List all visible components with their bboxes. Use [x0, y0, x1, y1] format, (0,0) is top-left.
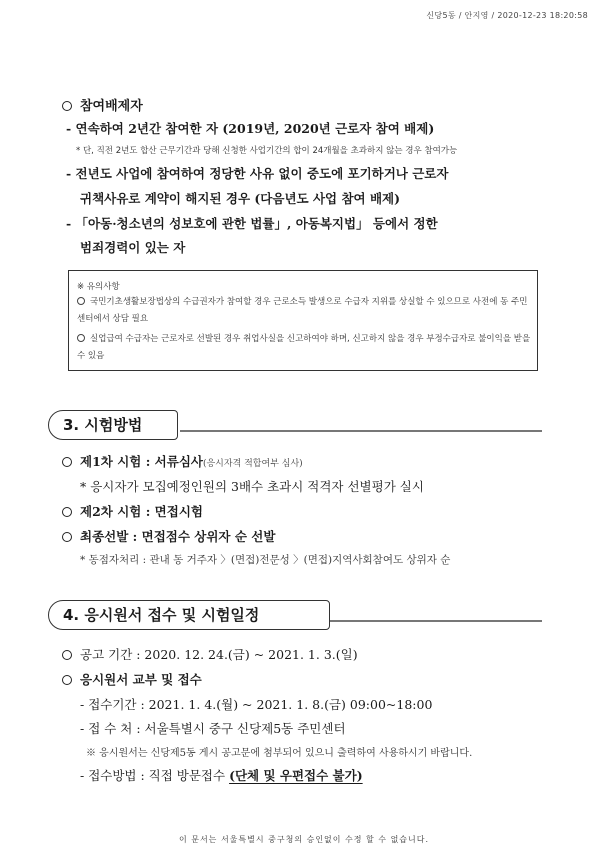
section-divider	[180, 430, 542, 432]
section-4-heading: 4. 응시원서 접수 및 시험일정	[48, 600, 330, 630]
exclusion-title: 참여배제자	[62, 95, 143, 114]
circle-bullet-icon	[77, 297, 85, 305]
exclusion-item-2-line2: 귀책사유로 계약이 해지된 경우 (다음년도 사업 참여 배제)	[80, 191, 401, 206]
exclusion-item-3-line2: 범죄경력이 있는 자	[80, 240, 186, 255]
footer-notice: 이 문서는 서울특별시 중구청의 승인없이 수정 할 수 없습니다.	[178, 835, 430, 844]
notice-item-2: 실업급여 수급자는 근로자로 선발된 경우 취업사실을 신고하여야 하며, 신고하지 않을 경우 부정수급자로 불이익을 받을 수 있음	[77, 334, 531, 361]
exam-step-1-detail: (응시자격 적합여부 심사)	[202, 459, 303, 469]
application-method: - 접수방법 : 직접 방문접수 (단체 및 우편접수 불가)	[80, 768, 363, 783]
exclusion-item-2-line1: - 전년도 사업에 참여하여 정당한 사유 없이 중도에 포기하거나 근로자	[66, 166, 449, 181]
application-office: - 접 수 처 : 서울특별시 중구 신당제5동 주민센터	[80, 721, 346, 736]
circle-bullet-icon	[62, 507, 72, 517]
document-meta: 신당5동 / 안지영 / 2020-12-23 18:20:58	[426, 11, 588, 20]
circle-bullet-icon	[62, 650, 72, 660]
circle-bullet-icon	[77, 334, 85, 342]
application-office-note: ※ 응시원서는 신당제5동 게시 공고문에 첨부되어 있으니 출력하여 사용하시기 바랍니다.	[86, 748, 473, 759]
exclusion-item-1-note: * 단, 직전 2년도 합산 근무기간과 당해 신청한 사업기간의 합이 24개월을 초과하지 않는 경우 참여가능	[76, 146, 458, 156]
final-selection: 최종선발 : 면접점수 상위자 순 선발	[62, 527, 275, 545]
notice-item-1: 국민기초생활보장법상의 수급권자가 참여할 경우 근로소득 발생으로 수급자 지위를 상실할 수 있으므로 사전에 동 주민센터에서 상담 필요	[77, 297, 528, 324]
circle-bullet-icon	[62, 101, 72, 111]
section-3-heading: 3. 시험방법	[48, 410, 178, 440]
exam-step-2: 제2차 시험 : 면접시험	[62, 502, 203, 520]
notice-box	[68, 270, 538, 371]
circle-bullet-icon	[62, 675, 72, 685]
application-period: - 접수기간 : 2021. 1. 4.(월) ~ 2021. 1. 8.(금) 09:00~18:00	[80, 697, 433, 712]
circle-bullet-icon	[62, 457, 72, 467]
section-divider	[330, 620, 542, 622]
exclusion-item-3-line1: - 「아동·청소년의 성보호에 관한 법률」, 아동복지법」 등에서 정한	[66, 216, 438, 231]
notice-period: 공고 기간 : 2020. 12. 24.(금) ~ 2021. 1. 3.(일)	[62, 645, 358, 663]
exclusion-item-1: - 연속하여 2년간 참여한 자 (2019년, 2020년 근로자 참여 배제)	[66, 121, 435, 136]
circle-bullet-icon	[62, 532, 72, 542]
exam-step-1: 제1차 시험 : 서류심사(응시자격 적합여부 심사)	[62, 452, 303, 470]
application-method-emphasis: (단체 및 우편접수 불가)	[229, 768, 363, 783]
tie-break-note: * 동점자처리 : 관내 동 거주자 〉(면접)전문성 〉(면접)지역사회참여도 상위자 순	[80, 554, 451, 566]
application-title: 응시원서 교부 및 접수	[62, 670, 202, 688]
exam-step-1-note: * 응시자가 모집예정인원의 3배수 초과시 적격자 선별평가 실시	[80, 479, 424, 494]
notice-title: ※ 유의사항	[77, 282, 120, 292]
